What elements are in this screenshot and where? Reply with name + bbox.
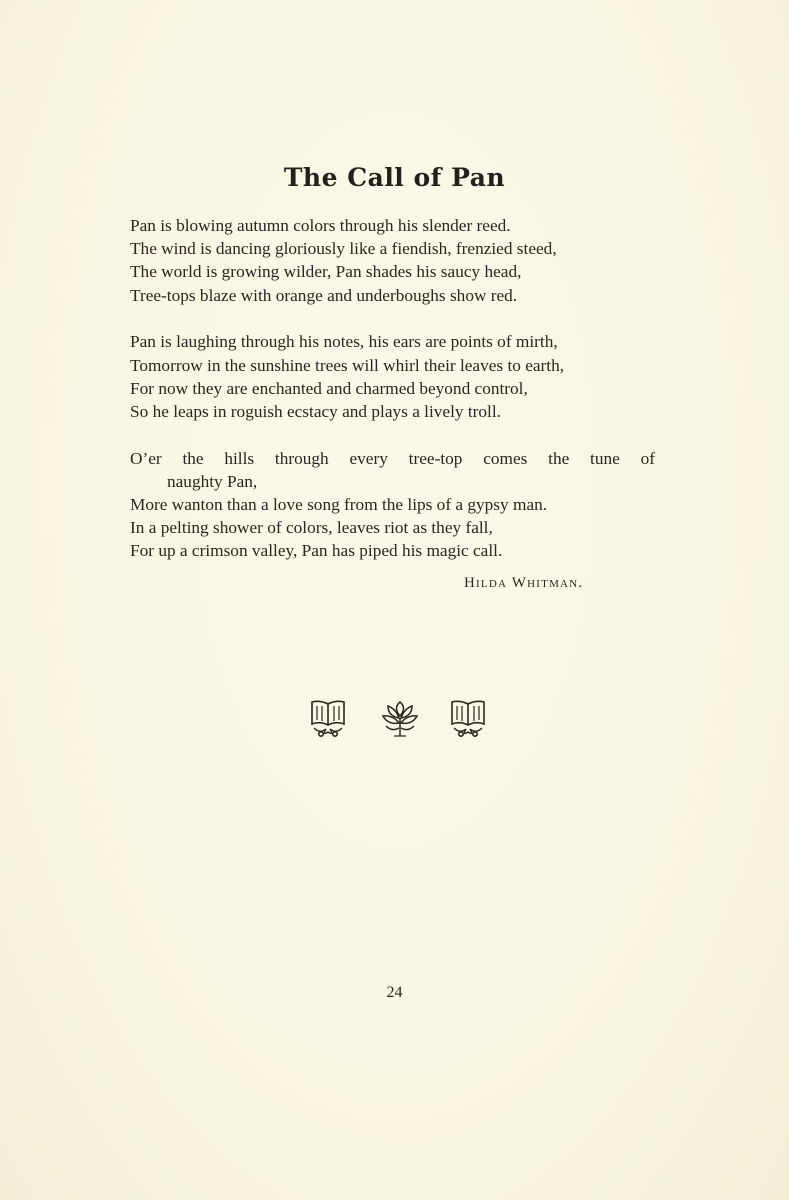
poem-line: The world is growing wilder, Pan shades his saucy head,	[130, 262, 522, 282]
poem-line: In a pelting shower of colors, leaves riot as they fall,	[130, 518, 493, 538]
poem-line: Tomorrow in the sunshine trees will whirl their leaves to earth,	[130, 355, 565, 375]
open-book-ornament-icon	[448, 698, 488, 740]
poem-line: So he leaps in roguish ecstacy and plays a lively troll.	[130, 401, 501, 421]
poem-line: Pan is blowing autumn colors through his slender reed.	[130, 216, 511, 235]
page-number: 24	[386, 984, 403, 1001]
poem-line: For now they are enchanted and charmed beyond control,	[130, 378, 528, 398]
poem-line: For up a crimson valley, Pan has piped his magic call.	[130, 541, 503, 561]
leaf-ornament-icon	[380, 698, 420, 740]
ornament-row	[308, 698, 488, 742]
poem-line: O’er the hills through every tree-top comes the tune of	[130, 448, 655, 468]
poem-line: Pan is laughing through his notes, his ears are points of mirth,	[130, 332, 558, 352]
poem-line-continuation: naughty Pan,	[167, 471, 258, 491]
open-book-ornament-icon	[308, 698, 348, 740]
poem-author: Hilda Whitman.	[464, 575, 584, 591]
poem-line: The wind is dancing gloriously like a fiendish, frenzied steed,	[130, 239, 557, 259]
poem-title: The Call of Pan	[283, 163, 506, 192]
stanza-2	[129, 330, 669, 423]
stanza-3	[129, 447, 669, 563]
stanza-1	[129, 214, 669, 307]
poem-line: More wanton than a love song from the lips of a gypsy man.	[130, 495, 548, 515]
poem-line: Tree-tops blaze with orange and underboughs show red.	[130, 285, 518, 305]
poem-body	[129, 214, 669, 586]
